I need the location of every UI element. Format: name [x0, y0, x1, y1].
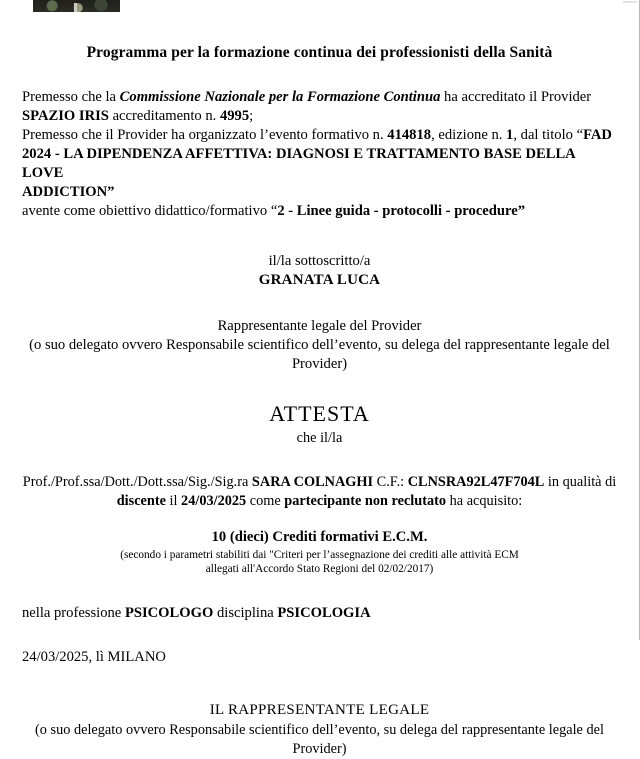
legal-representative-name: GRANATA LUCA	[258, 272, 381, 288]
signature-note-line-2: Provider)	[292, 741, 347, 757]
header-edge-strip	[623, 1, 637, 3]
cnfc-logo	[135, 0, 335, 2]
premessa-prefix: Premesso che la	[22, 89, 120, 105]
date-place-separator: , lì	[88, 649, 108, 665]
credits-note	[22, 548, 617, 576]
participant-fiscal-code: CLNSRA92L47F704L	[407, 474, 545, 490]
document-content	[0, 44, 639, 759]
participant-acquisito: ha acquisito:	[446, 493, 523, 509]
document-header-band	[0, 0, 639, 12]
obiettivo-value: 2 - Linee guida - protocolli - procedure	[277, 203, 518, 219]
che-illa-label: che il/la	[296, 430, 343, 446]
signature-title: IL RAPPRESENTANTE LEGALE	[209, 702, 430, 718]
premessa-line-2	[22, 107, 617, 126]
cnfc-logo-label	[135, 0, 335, 2]
participant-titles: Prof./Prof.ssa/Dott./Dott.ssa/Sig./Sig.ra	[22, 474, 252, 490]
participant-qualita-prefix: in qualità di	[544, 474, 617, 490]
provider-name: SPAZIO IRIS	[22, 108, 109, 124]
credits-note-line-1: (secondo i parametri stabiliti dai "Criteri per l’assegnazione dei crediti alle attività ECM	[120, 549, 519, 561]
emblem-mark	[74, 3, 77, 12]
credits-note-line-2: allegati all'Accordo Stato Regioni del 02/02/2017)	[205, 563, 434, 575]
ruolo-line-1: Rappresentante legale del Provider	[217, 318, 422, 334]
participant-date: 24/03/2025	[181, 493, 247, 509]
edizione-label: , edizione n.	[431, 127, 507, 143]
premessa-block	[22, 88, 617, 221]
credits-value: 10 (dieci) Crediti formativi E.C.M.	[211, 529, 428, 545]
evento-line-4	[22, 183, 617, 202]
date-place-line	[22, 649, 617, 666]
signature-note-line-1: (o suo delegato ovvero Responsabile scientifico dell’evento, su delega del rappresentante legale del	[35, 722, 604, 738]
attesta-heading: ATTESTA	[269, 401, 370, 426]
profession-line	[22, 605, 617, 622]
profession-value: PSICOLOGO	[124, 605, 214, 621]
profession-prefix: nella professione	[22, 605, 125, 621]
accreditamento-label: accreditamento n.	[108, 108, 220, 124]
discipline-label: disciplina	[213, 605, 278, 621]
sottoscritto-block	[22, 252, 617, 290]
event-title-part-3: ADDICTION	[22, 184, 108, 200]
discipline-value: PSICOLOGIA	[277, 605, 371, 621]
participant-modality: partecipante non reclutato	[284, 493, 447, 509]
issue-place: MILANO	[107, 649, 166, 665]
premessa-suffix: ha accreditato il Provider	[440, 89, 592, 105]
premessa-line-1	[22, 88, 617, 107]
signature-note	[22, 721, 617, 759]
obiettivo-line	[22, 202, 617, 221]
issue-date: 24/03/2025	[22, 649, 89, 665]
event-edition: 1	[506, 127, 514, 143]
ruolo-line-2: (o suo delegato ovvero Responsabile scientifico dell’evento, su delega del rappresentante legale del	[29, 337, 610, 353]
event-title-part-2: 2024 - LA DIPENDENZA AFFETTIVA: DIAGNOSI E TRATTAMENTO BASE DELLA LOVE	[22, 146, 575, 181]
obiettivo-prefix: avente come obiettivo didattico/formativo “	[22, 203, 278, 219]
republic-emblem-logo-icon	[33, 0, 120, 12]
ruolo-block	[22, 317, 617, 374]
obiettivo-close-quote: ”	[517, 203, 525, 219]
evento-prefix: Premesso che il Provider ha organizzato l’evento formativo n.	[22, 127, 388, 143]
participant-cf-label: C.F.:	[373, 474, 408, 490]
evento-line-1	[22, 126, 617, 145]
participant-modalita-prefix: come	[246, 493, 285, 509]
participant-name: SARA COLNAGHI	[251, 474, 374, 490]
ruolo-line-3: Provider)	[291, 356, 348, 372]
premessa-semicolon: ;	[249, 108, 254, 124]
participant-role: discente	[116, 493, 166, 509]
participant-block	[22, 473, 617, 511]
accreditamento-number: 4995	[219, 108, 250, 124]
commissione-nazionale-entity: Commissione Nazionale per la Formazione Continua	[119, 89, 441, 105]
page-title: Programma per la formazione continua dei professionisti della Sanità	[86, 44, 553, 61]
event-title-close-quote: ”	[107, 184, 115, 200]
sottoscritto-label: il/la sottoscritto/a	[268, 253, 371, 269]
event-title-part-1: FAD	[583, 127, 612, 143]
titolo-label: , dal titolo “	[513, 127, 584, 143]
event-number: 414818	[387, 127, 432, 143]
participant-date-prefix: il	[165, 493, 182, 509]
